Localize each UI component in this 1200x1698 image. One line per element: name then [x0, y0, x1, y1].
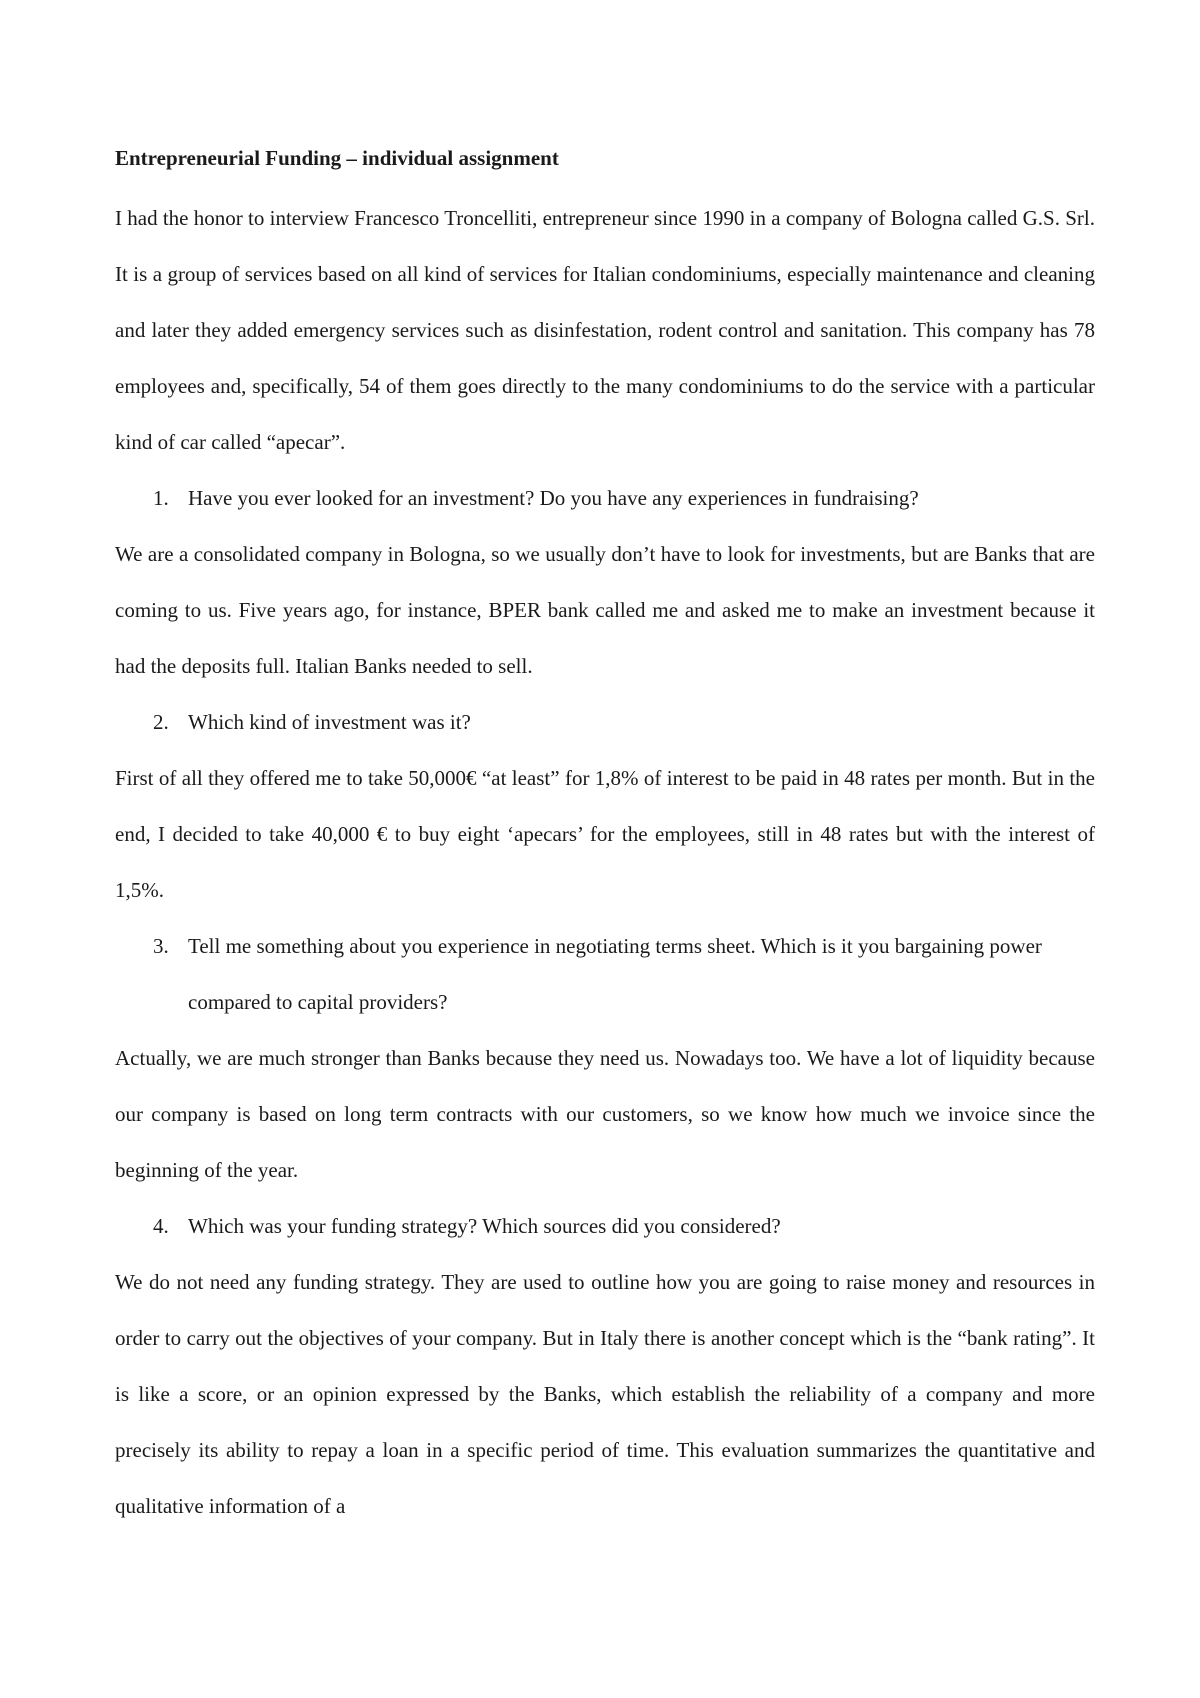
answer-1: We are a consolidated company in Bologna, so we usually don’t have to look for investments, but are Banks that are coming to us. Five years ago, for instance, BPER bank called me and asked me to make an investment because it had the deposits full. Italian Banks needed to sell. [115, 542, 1095, 678]
question-text: Which kind of investment was it? [188, 710, 471, 734]
question-text: Which was your funding strategy? Which sources did you considered? [188, 1214, 781, 1238]
question-number: 1. [153, 486, 169, 510]
document-body [115, 138, 1095, 1534]
intro-paragraph: I had the honor to interview Francesco Troncelliti, entrepreneur since 1990 in a company of Bologna called G.S. Srl. It is a group of services based on all kind of services for Italian condominiums, especially maintenance and cleaning and later they added emergency services such as disinfestation, rodent control and sanitation. This company has 78 employees and, specifically, 54 of them goes directly to the many condominiums to do the service with a particular kind of car called “apecar”. [115, 206, 1095, 454]
question-number: 3. [153, 934, 169, 958]
question-text: Have you ever looked for an investment? Do you have any experiences in fundraising? [188, 486, 919, 510]
answer-2: First of all they offered me to take 50,000€ “at least” for 1,8% of interest to be paid in 48 rates per month. But in the end, I decided to take 40,000 € to buy eight ‘apecars’ for the employees, still in 48 rates but with the interest of 1,5%. [115, 766, 1095, 902]
question-number: 4. [153, 1214, 169, 1238]
question-number: 2. [153, 710, 169, 734]
question-3 [115, 918, 1095, 1030]
answer-4: We do not need any funding strategy. They are used to outline how you are going to raise money and resources in order to carry out the objectives of your company. But in Italy there is another concept which is the “bank rating”. It is like a score, or an opinion expressed by the Banks, which establish the reliability of a company and more precisely its ability to repay a loan in a specific period of time. This evaluation summarizes the quantitative and qualitative information of a [115, 1270, 1095, 1518]
question-2 [115, 694, 1095, 750]
question-text: Tell me something about you experience in negotiating terms sheet. Which is it you bargaining power compared to capital providers? [188, 934, 1042, 1014]
answer-3: Actually, we are much stronger than Banks because they need us. Nowadays too. We have a lot of liquidity because our company is based on long term contracts with our customers, so we know how much we invoice since the beginning of the year. [115, 1046, 1095, 1182]
document-title: Entrepreneurial Funding – individual assignment [115, 146, 559, 170]
question-4 [115, 1198, 1095, 1254]
question-1 [115, 470, 1095, 526]
